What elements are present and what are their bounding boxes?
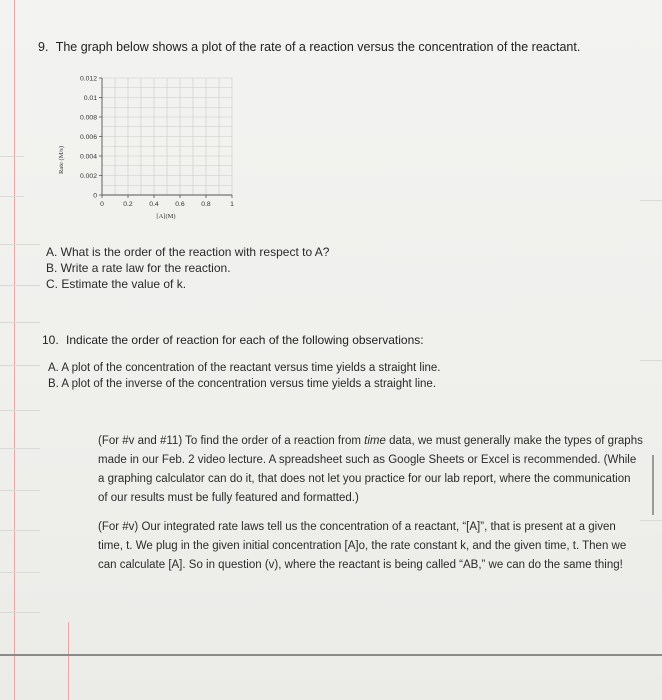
- question-9-part-a: A. What is the order of the reaction with respect to A?: [46, 245, 330, 259]
- y-tick-label: 0.01: [83, 94, 97, 102]
- question-9-part-b: B. Write a rate law for the reaction.: [46, 261, 231, 275]
- question-number: 10.: [42, 333, 59, 347]
- ruled-line: [0, 410, 40, 411]
- y-tick-label: 0: [93, 192, 97, 200]
- note-text-start: (For #v and #11) To find the order of a reaction from: [98, 435, 365, 447]
- page-bottom-edge: [0, 654, 662, 656]
- question-10: [42, 333, 424, 347]
- question-10-part-b: B. A plot of the inverse of the concentration versus time yields a straight line.: [48, 378, 437, 390]
- y-tick-label: 0.008: [79, 114, 97, 122]
- y-tick-label: 0.006: [79, 133, 97, 141]
- question-text: The graph below shows a plot of the rate of a reaction versus the concentration of the reactant.: [55, 40, 581, 54]
- ruled-line: [0, 365, 40, 366]
- ruled-line: [0, 490, 40, 491]
- note-integrated-rate-laws: [98, 518, 643, 575]
- x-tick-label: 0.8: [201, 201, 211, 208]
- question-10-part-a: A. A plot of the concentration of the reactant versus time yields a straight line.: [48, 362, 441, 374]
- page-edge-mark: [652, 455, 654, 515]
- question-number: 9.: [38, 40, 49, 54]
- ruled-line: [0, 156, 24, 157]
- note-text-end: data, we must generally make the types of graphs made in our Feb. 2 video lecture. A spreadsheet such as Google Sheets or Excel is recommended. (While a graphing calculator can do it, that does not let you practice for our lab report, where the communication of our results must be fully featured and formatted.): [98, 435, 643, 504]
- y-tick-label: 0.012: [79, 75, 97, 83]
- ruled-line: [640, 200, 662, 201]
- x-tick-label: 0: [100, 201, 104, 208]
- x-tick-label: 0.2: [123, 201, 133, 208]
- ruled-line: [0, 244, 40, 245]
- question-9: [38, 40, 580, 54]
- note-order-from-time-data: [98, 432, 643, 508]
- ruled-line: [640, 360, 662, 361]
- x-tick-label: 0.6: [175, 201, 185, 208]
- ruled-line: [0, 448, 40, 449]
- ruled-line: [0, 530, 40, 531]
- y-tick-label: 0.004: [79, 153, 97, 161]
- x-tick-labels: [100, 195, 234, 208]
- note-emphasis: time: [364, 435, 386, 447]
- ruled-line: [640, 520, 662, 521]
- question-9-part-c: C. Estimate the value of k.: [46, 277, 187, 291]
- x-axis-label: [A](M): [156, 213, 176, 220]
- x-tick-label: 0.4: [149, 201, 159, 208]
- question-10-parts: [48, 360, 441, 392]
- ruled-line: [0, 196, 24, 197]
- rate-vs-concentration-chart: [52, 68, 252, 228]
- y-axis-label: Rate (M/s): [58, 146, 65, 174]
- y-tick-labels: [80, 75, 102, 199]
- question-text: Indicate the order of reaction for each of the following observations:: [66, 333, 424, 347]
- left-margin-line: [14, 0, 15, 700]
- ruled-line: [0, 612, 40, 613]
- x-tick-label: 1: [230, 201, 234, 208]
- note-text: (For #v) Our integrated rate laws tell us the concentration of a reactant, “[A]”, that is present at a given time, t. We plug in the given initial concentration [A]o, the rate constant k, and the given time, t. Then we can calculate [A]. So in question (v), where the reactant is being called “AB,” we can do the same thing!: [98, 521, 627, 571]
- question-9-parts: [46, 244, 329, 292]
- right-margin-line: [68, 622, 69, 700]
- ruled-line: [0, 572, 40, 573]
- chart-grid: [102, 78, 232, 195]
- y-tick-label: 0.002: [79, 172, 97, 180]
- ruled-line: [0, 285, 40, 286]
- ruled-line: [0, 322, 40, 323]
